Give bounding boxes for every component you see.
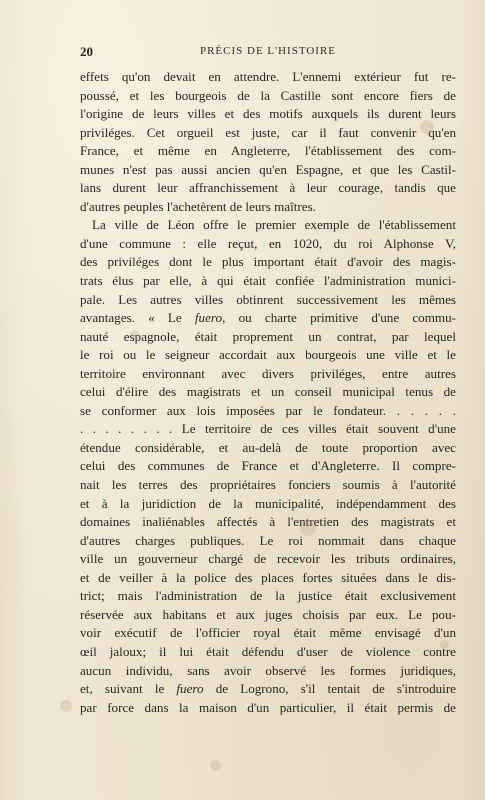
text-segment: celui des communes de France et d'Angleterre. Il compre- <box>80 458 456 474</box>
text-segment: œil jaloux; il lui était défendu d'user de violence contre <box>80 643 456 659</box>
text-line <box>80 105 456 124</box>
text-segment: et, suivant le <box>80 681 177 697</box>
text-line <box>80 550 456 569</box>
text-segment: d'autres peuples l'achetèrent de leurs maîtres. <box>80 198 316 214</box>
text-segment: aucun individu, sans avoir observé les formes juridiques, <box>80 662 456 678</box>
paper-stain <box>210 760 221 771</box>
text-segment: trict; mais l'administration de la justice était exclusivement <box>80 588 456 604</box>
text-segment: , ou charte primitive d'une commu- <box>222 310 456 326</box>
text-segment: d'autres charges publiques. Le roi nommait dans chaque <box>80 532 456 548</box>
text-segment: de Logrono, s'il tentait de s'introduire <box>203 681 456 697</box>
text-line <box>80 643 456 662</box>
text-line <box>80 124 456 143</box>
text-line <box>80 161 456 180</box>
text-segment: domaines inaliénables affectés à l'entretien des magistrats et <box>80 514 456 530</box>
text-segment: voir exécutif de l'officier royal était même envisagé d'un <box>80 625 456 641</box>
text-segment: des priviléges dont le plus important était d'avoir des magis- <box>80 254 456 270</box>
text-line <box>80 587 456 606</box>
text-line <box>80 569 456 588</box>
running-head <box>80 44 456 62</box>
text-line <box>80 420 456 439</box>
text-segment: nait les terres des propriétaires fonciers soumis à l'autorité <box>80 477 456 493</box>
text-segment: se conformer aux lois imposées par le fondateur. . . . . . <box>80 402 456 418</box>
text-line <box>80 291 456 310</box>
text-segment: et de veiller à la police des places fortes situées dans le dis- <box>80 569 456 585</box>
text-line <box>80 680 456 699</box>
text-line <box>80 309 456 328</box>
text-line <box>80 216 456 235</box>
text-segment: l'origine de leurs villes et des motifs auxquels ils durent leurs <box>80 106 456 122</box>
book-page <box>80 44 456 717</box>
text-segment: ville un gouverneur chargé de recevoir les tributs ordinaires, <box>80 551 456 567</box>
text-segment: La ville de Léon offre le premier exemple de l'établissement <box>92 217 456 233</box>
text-segment: territoire environnant avec divers priviléges, entre autres <box>80 365 456 381</box>
running-title: PRÉCIS DE L'HISTOIRE <box>199 45 337 57</box>
text-line <box>80 253 456 272</box>
text-segment: . . . . . . . . Le territoire de ces villes était souvent d'une <box>80 421 456 437</box>
text-line <box>80 699 456 718</box>
italic-term: fuero <box>176 681 204 697</box>
text-segment: le roi ou le seigneur accordait aux bourgeois une ville et le <box>80 347 456 363</box>
text-line <box>80 532 456 551</box>
text-line <box>80 198 456 217</box>
body-text <box>80 68 456 717</box>
text-line <box>80 439 456 458</box>
text-segment: étendue considérable, et au-delà de toute proportion avec <box>80 439 456 455</box>
text-line <box>80 272 456 291</box>
text-segment: effets qu'on devait en attendre. L'ennemi extérieur fut re- <box>80 69 456 84</box>
text-line <box>80 624 456 643</box>
paper-stain <box>300 520 316 536</box>
text-line <box>80 662 456 681</box>
text-line <box>80 142 456 161</box>
text-line <box>80 476 456 495</box>
text-line <box>80 87 456 106</box>
text-segment: trats élus par elle, à qui était confiée l'administration munici- <box>80 273 456 289</box>
italic-term: fuero <box>194 310 223 326</box>
text-segment: réservée aux habitans et aux juges choisis par eux. Le pou- <box>80 606 456 622</box>
text-segment: lans durent leur affranchissement à leur courage, tandis que <box>80 180 456 196</box>
paper-stain <box>130 330 140 340</box>
text-segment: celui d'élire des magistrats et un conseil municipal tenus de <box>80 384 456 400</box>
text-line <box>80 402 456 421</box>
text-line <box>80 495 456 514</box>
text-line <box>80 513 456 532</box>
text-segment: et à la juridiction de la municipalité, indépendamment des <box>80 495 456 511</box>
text-line <box>80 457 456 476</box>
text-segment: d'une commune : elle reçut, en 1020, du roi Alphonse V, <box>80 235 456 251</box>
text-segment: nauté espagnole, était proprement un contrat, par lequel <box>80 328 456 344</box>
text-line <box>80 179 456 198</box>
text-segment: munes n'est pas aussi ancien qu'en Espagne, et que les Castil- <box>80 161 456 177</box>
paper-stain <box>60 700 72 712</box>
text-line <box>80 235 456 254</box>
paper-stain <box>420 120 434 134</box>
text-line <box>80 383 456 402</box>
text-segment: par force dans la maison d'un particulier, il était permis de <box>80 699 456 715</box>
text-line <box>80 68 456 87</box>
text-segment: avantages. « Le <box>80 310 195 326</box>
text-segment: France, et même en Angleterre, l'établissement des com- <box>80 143 456 159</box>
text-line <box>80 346 456 365</box>
paper-stain <box>440 640 449 649</box>
text-line <box>80 606 456 625</box>
text-segment: pale. Les autres villes obtinrent successivement les mêmes <box>80 291 456 307</box>
page-number: 20 <box>80 44 93 59</box>
text-line <box>80 365 456 384</box>
text-segment: poussé, et les bourgeois de la Castille sont encore fiers de <box>80 87 456 103</box>
text-segment: priviléges. Cet orgueil est juste, car il faut convenir qu'en <box>80 124 456 140</box>
